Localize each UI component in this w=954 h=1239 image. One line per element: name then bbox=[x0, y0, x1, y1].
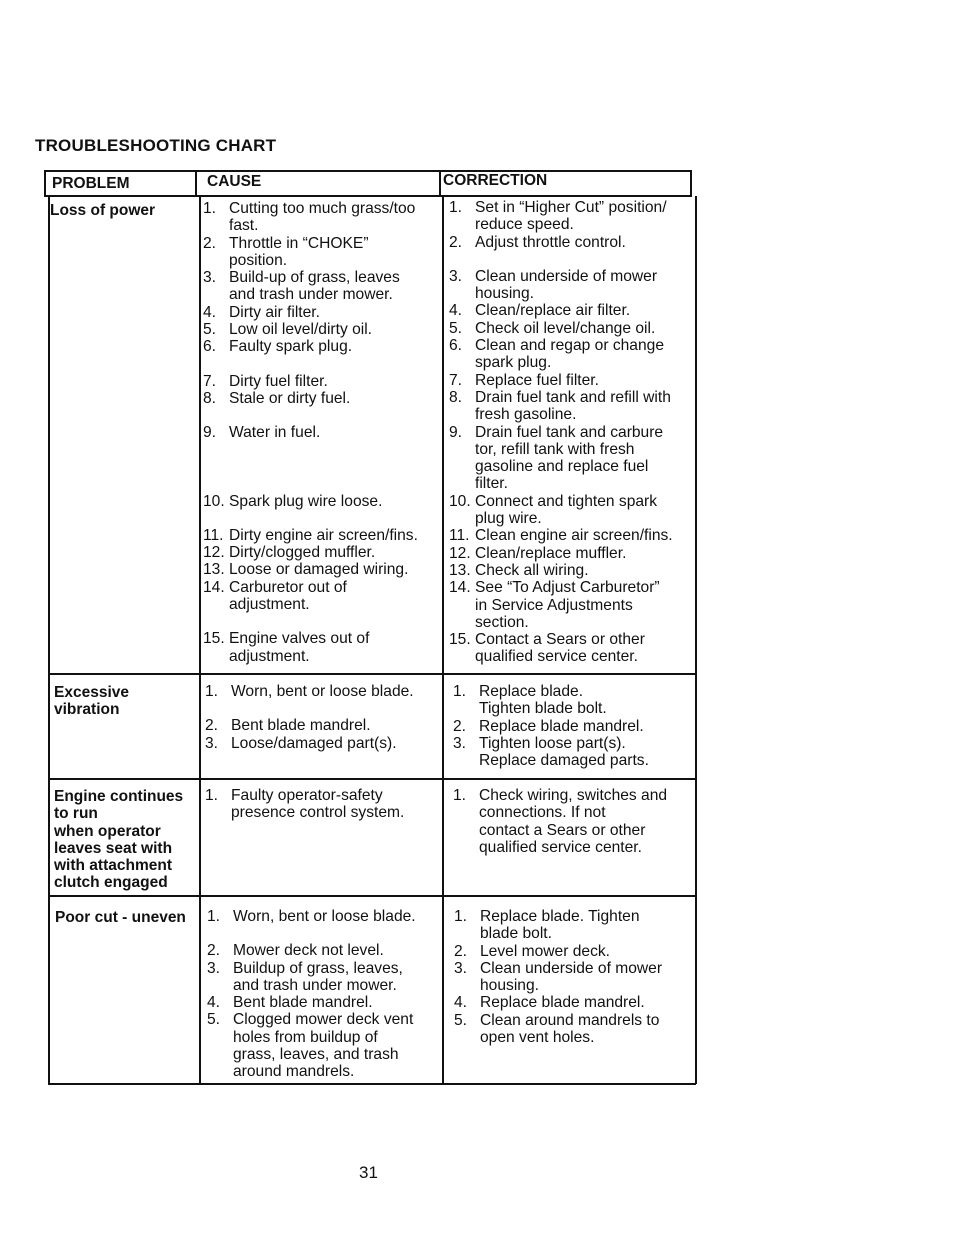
header-correction: CORRECTION bbox=[443, 172, 548, 189]
list-item: 1. Set in “Higher Cut” position/ reduce speed. bbox=[449, 199, 667, 234]
table-border bbox=[439, 170, 441, 196]
list-item: 2. Replace blade mandrel. bbox=[453, 717, 644, 735]
problem-line: vibration bbox=[54, 701, 120, 719]
list-item: 11. Clean engine air screen/fins. bbox=[449, 527, 673, 545]
list-item: 1. Cutting too much grass/too fast. bbox=[203, 200, 416, 235]
list-item: 11. Dirty engine air screen/fins. bbox=[203, 526, 418, 544]
cause-list bbox=[207, 908, 416, 1081]
list-item: 12. Dirty/clogged muffler. bbox=[203, 544, 376, 562]
correction-list bbox=[453, 683, 649, 769]
list-item: 5. Low oil level/dirty oil. bbox=[203, 321, 373, 339]
problem-line: with attachment bbox=[54, 857, 172, 875]
table-border bbox=[48, 778, 696, 780]
cause-list bbox=[203, 200, 418, 665]
list-item: 2. Adjust throttle control. bbox=[449, 233, 626, 251]
list-item: 10. Connect and tighten spark plug wire. bbox=[449, 492, 658, 528]
table-border bbox=[48, 895, 696, 897]
list-item: 10. Spark plug wire loose. bbox=[203, 492, 383, 510]
list-item: 4. Clean/replace air filter. bbox=[449, 302, 631, 320]
table-border bbox=[48, 673, 696, 675]
problem-line: leaves seat with bbox=[54, 839, 173, 857]
problem-line bbox=[54, 684, 129, 719]
list-item: 5. Clogged mower deck vent holes from buildup of grass, leaves, and trash around mandrels. bbox=[207, 1011, 414, 1081]
list-item: 14. See “To Adjust Carburetor” in Service Adjustments section. bbox=[449, 579, 660, 631]
table-border bbox=[48, 1083, 696, 1085]
table-border bbox=[442, 196, 444, 1084]
list-item: 3. Loose/damaged part(s). bbox=[205, 734, 397, 752]
problem-line: Excessive bbox=[54, 684, 129, 701]
problem-line: when operator bbox=[54, 822, 161, 840]
list-item: 6. Faulty spark plug. bbox=[203, 338, 353, 356]
list-item: 3. Clean underside of mower housing. bbox=[449, 267, 658, 303]
list-item: 3. Clean underside of mower housing. bbox=[454, 959, 663, 995]
list-item: 5. Check oil level/change oil. bbox=[449, 319, 656, 337]
list-item: 13. Check all wiring. bbox=[449, 561, 589, 579]
list-item: 1. Faulty operator-safety presence control system. bbox=[205, 787, 405, 822]
problem-lines bbox=[54, 788, 183, 892]
list-item: 2. Bent blade mandrel. bbox=[205, 717, 371, 735]
list-item: 4. Bent blade mandrel. bbox=[207, 994, 373, 1012]
list-item: 13. Loose or damaged wiring. bbox=[203, 561, 409, 579]
list-item: 3. Buildup of grass, leaves, and trash under mower. bbox=[207, 959, 403, 994]
list-item: 6. Clean and regap or change spark plug. bbox=[449, 337, 664, 372]
list-item: 1. Replace blade. Tighten blade bolt. bbox=[454, 908, 640, 943]
list-item: 5. Clean around mandrels to open vent holes. bbox=[454, 1011, 660, 1047]
problem-line: clutch engaged bbox=[54, 874, 168, 892]
list-item: 2. Level mower deck. bbox=[454, 942, 611, 960]
problem-line: Engine continues bbox=[54, 788, 184, 805]
cause-list bbox=[205, 787, 404, 822]
list-item: 9. Drain fuel tank and carbure tor, refill tank with fresh gasoline and replace fuel filter. bbox=[449, 423, 664, 493]
table-border bbox=[48, 196, 50, 1084]
table-border bbox=[195, 170, 197, 196]
problem-cell bbox=[54, 684, 129, 719]
list-item: 1. Worn, bent or loose blade. bbox=[207, 908, 416, 925]
list-item: 4. Replace blade mandrel. bbox=[454, 994, 645, 1012]
list-item: 1. Replace blade. Tighten blade bolt. bbox=[453, 683, 607, 718]
list-item: 3. Tighten loose part(s). Replace damaged parts. bbox=[453, 734, 649, 770]
table-border bbox=[44, 170, 692, 172]
list-item: 8. Drain fuel tank and refill with fresh gasoline. bbox=[449, 388, 671, 424]
page-title: TROUBLESHOOTING CHART bbox=[35, 136, 277, 155]
problem-line: to run bbox=[54, 805, 98, 823]
list-item: 2. Throttle in “CHOKE” position. bbox=[203, 234, 369, 269]
list-item: 7. Dirty fuel filter. bbox=[203, 372, 328, 390]
list-item: 15. Contact a Sears or other qualified service center. bbox=[449, 631, 645, 666]
table-border bbox=[44, 195, 692, 197]
list-item: 15. Engine valves out of adjustment. bbox=[203, 630, 370, 665]
problem-cell bbox=[54, 788, 183, 892]
list-item: 7. Replace fuel filter. bbox=[449, 371, 599, 389]
list-item: 8. Stale or dirty fuel. bbox=[203, 389, 351, 407]
list-item: 2. Mower deck not level. bbox=[207, 942, 384, 960]
problem-cell: Loss of power bbox=[50, 202, 156, 219]
header-problem: PROBLEM bbox=[52, 175, 130, 192]
problem-cell: Poor cut - uneven bbox=[55, 909, 186, 926]
page-number: 31 bbox=[359, 1163, 378, 1182]
list-item: 12. Clean/replace muffler. bbox=[449, 544, 627, 562]
list-item: 1. Worn, bent or loose blade. bbox=[205, 683, 414, 700]
cause-list bbox=[205, 683, 414, 752]
table-border bbox=[199, 196, 201, 1084]
header-cause: CAUSE bbox=[207, 173, 262, 190]
table-border bbox=[695, 196, 697, 1084]
list-item: 4. Dirty air filter. bbox=[203, 303, 320, 321]
table-border bbox=[44, 170, 46, 196]
list-item: 9. Water in fuel. bbox=[203, 424, 321, 442]
correction-list bbox=[449, 199, 673, 666]
table-border bbox=[690, 170, 692, 196]
list-item: 1. Check wiring, switches and connections. If not contact a Sears or other qualified service center. bbox=[453, 787, 668, 856]
list-item: 3. Build-up of grass, leaves and trash under mower. bbox=[203, 269, 400, 304]
correction-list bbox=[453, 787, 667, 856]
list-item: 14. Carburetor out of adjustment. bbox=[203, 578, 347, 614]
correction-list bbox=[454, 908, 662, 1046]
